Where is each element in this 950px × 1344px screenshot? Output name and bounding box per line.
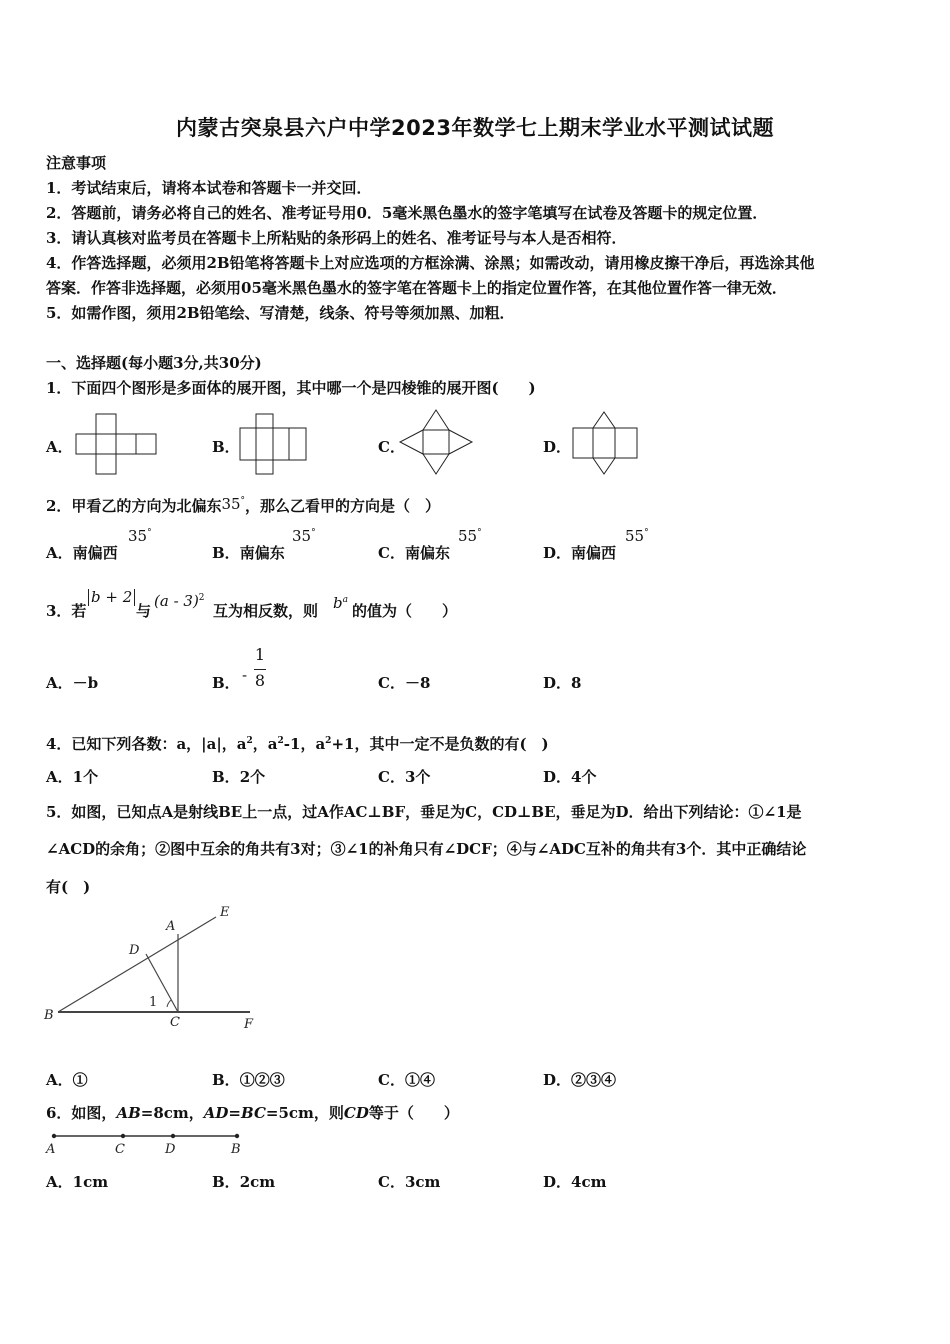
q2-option-d-angle xyxy=(625,527,649,545)
point-label-a: A xyxy=(166,919,176,934)
q3-abs-expression: b + 2 xyxy=(88,589,135,606)
q6-option-b xyxy=(212,1171,275,1192)
q6-option-d xyxy=(543,1171,606,1192)
notice-item: 3．请认真核对监考员在答题卡上所粘贴的条形码上的姓名、准考证号与本人是否相符． xyxy=(46,229,627,247)
option-label: D． xyxy=(543,544,572,562)
point-a xyxy=(52,1134,56,1138)
point-b xyxy=(235,1134,239,1138)
question-2-stem xyxy=(46,495,440,516)
q5-option-d xyxy=(543,1069,616,1090)
point-label-c: C xyxy=(115,1142,125,1157)
stem-text: =8cm， xyxy=(140,1104,204,1122)
option-text: 1cm xyxy=(72,1173,109,1191)
notice-item: 答案．作答非选择题，必须用05毫米黑色墨水的签字笔在答题卡上的指定位置作答，在其他位置作答一律无效． xyxy=(46,279,787,297)
option-label: C． xyxy=(378,768,405,786)
angle-value: 55 xyxy=(458,527,478,545)
option-label: B． xyxy=(212,544,240,562)
q2-option-a-angle xyxy=(128,527,152,545)
option-text: －8 xyxy=(404,674,431,692)
q3-option-d xyxy=(543,672,581,693)
stem-text: =5cm，则 xyxy=(265,1104,344,1122)
option-label: A． xyxy=(46,768,73,786)
q4-option-b xyxy=(212,766,265,787)
pyramid-net-figure xyxy=(398,408,474,476)
q3-square-expression xyxy=(154,592,205,610)
q3-option-b-label: B． xyxy=(212,674,240,692)
q6-option-a xyxy=(46,1171,108,1192)
fraction-numerator: 1 xyxy=(254,645,266,664)
option-text: 1个 xyxy=(72,768,99,786)
option-label: D． xyxy=(543,1071,572,1089)
point-label-a: A xyxy=(46,1142,56,1157)
option-label: D． xyxy=(543,1173,572,1191)
degree-sign: ° xyxy=(311,528,316,538)
q4-option-c xyxy=(378,766,430,787)
q3-option-b-sign: - xyxy=(242,666,248,684)
power-base: b xyxy=(333,594,343,612)
q5-geometry-figure xyxy=(40,898,270,1038)
exponent: 2 xyxy=(325,736,332,746)
option-label: C． xyxy=(378,1173,405,1191)
power-exponent: a xyxy=(342,595,348,605)
angle-value: 35 xyxy=(128,527,148,545)
question-4-stem xyxy=(46,733,549,754)
cube-net-cross-figure xyxy=(74,412,158,476)
point-label-b: B xyxy=(44,1008,54,1023)
q2-option-d xyxy=(543,542,616,563)
option-label: B． xyxy=(212,1071,240,1089)
segment-ab: AB xyxy=(116,1104,141,1122)
q2-option-c-angle xyxy=(458,527,482,545)
notice-item: 5．如需作图，须用2B铅笔绘、写清楚，线条、符号等须加黑、加粗． xyxy=(46,304,515,322)
option-text: 南偏东 xyxy=(239,544,285,562)
q3-power xyxy=(333,594,348,612)
stem-text: +1，其中一定不是负数的有( ) xyxy=(331,735,549,753)
page-title: 内蒙古突泉县六户中学2023年数学七上期末学业水平测试试题 xyxy=(176,116,774,140)
angle-value: 55 xyxy=(625,527,645,545)
point-label-c: C xyxy=(170,1015,180,1030)
point-label-f: F xyxy=(244,1017,254,1032)
option-label: B． xyxy=(212,1173,240,1191)
option-label: C． xyxy=(378,544,405,562)
notice-item: 1．考试结束后，请将本试卷和答题卡一并交回． xyxy=(46,179,372,197)
point-label-e: E xyxy=(220,905,230,920)
triangular-prism-net-figure xyxy=(571,410,639,476)
notice-heading: 注意事项 xyxy=(46,154,107,172)
q6-segment-figure xyxy=(40,1128,250,1162)
angle-label-1: 1 xyxy=(149,995,158,1010)
option-label: A． xyxy=(46,1173,73,1191)
option-text: －b xyxy=(72,674,99,692)
option-text: ②③④ xyxy=(571,1071,617,1089)
q2-option-c xyxy=(378,542,450,563)
q2-angle-value: 35 xyxy=(221,495,241,513)
segment-cd: CD xyxy=(343,1104,369,1122)
notice-item: 4．作答选择题，必须用2B铅笔将答题卡上对应选项的方框涂满、涂黑；如需改动，请用橡皮擦干净后，再选涂其他 xyxy=(46,254,815,272)
q3-prefix: 3．若 xyxy=(46,602,87,620)
point-label-d: D xyxy=(165,1142,176,1157)
option-label: B． xyxy=(212,768,240,786)
option-text: 南偏东 xyxy=(404,544,450,562)
q2-option-b xyxy=(212,542,285,563)
angle-value: 35 xyxy=(292,527,312,545)
section-heading: 一、选择题(每小题3分,共30分) xyxy=(46,354,262,372)
option-text: 3cm xyxy=(404,1173,441,1191)
question-5-stem-line: ∠ACD的余角；②图中互余的角共有3对；③∠1的补角只有∠DCF；④与∠ADC互补的角共有3个．其中正确结论 xyxy=(46,840,807,858)
option-text: ①②③ xyxy=(239,1071,285,1089)
q3-option-c xyxy=(378,672,430,693)
point-label-d: D xyxy=(129,943,140,958)
q3-suffix: 互为相反数，则 xyxy=(213,602,319,620)
option-text: ①④ xyxy=(404,1071,435,1089)
stem-text: 6．如图， xyxy=(46,1104,117,1122)
degree-sign: ° xyxy=(147,528,152,538)
q3-option-a xyxy=(46,672,98,693)
q1-option-a-label: A． xyxy=(46,438,73,456)
point-d xyxy=(171,1134,175,1138)
stem-text: ，a xyxy=(252,735,278,753)
notice-item: 2．答题前，请务必将自己的姓名、准考证号用0．5毫米黑色墨水的签字笔填写在试卷及答题卡的规定位置． xyxy=(46,204,768,222)
q2-stem-end: ，那么乙看甲的方向是（ ） xyxy=(245,497,441,515)
option-text: 3个 xyxy=(404,768,431,786)
q4-option-a xyxy=(46,766,98,787)
option-text: 4个 xyxy=(571,768,597,786)
point-c xyxy=(121,1134,125,1138)
stem-text: -1，a xyxy=(283,735,326,753)
question-5-stem-line: 5．如图，已知点A是射线BE上一点，过A作AC⊥BF，垂足为C，CD⊥BE，垂足为D．给出下列结论：①∠1是 xyxy=(46,803,802,821)
q1-option-c-label: C． xyxy=(378,438,405,456)
square-base: (a - 3) xyxy=(154,592,199,610)
q3-end: 的值为（ ） xyxy=(352,602,458,620)
question-6-stem xyxy=(46,1102,459,1123)
question-5-stem-line: 有( ) xyxy=(46,878,91,896)
q2-option-a xyxy=(46,542,118,563)
fraction-denominator: 8 xyxy=(254,671,266,690)
option-label: C． xyxy=(378,1071,405,1089)
prism-net-figure xyxy=(238,412,310,476)
exponent: 2 xyxy=(277,736,284,746)
degree-sign: ° xyxy=(644,528,649,538)
q2-stem-text: 2．甲看乙的方向为北偏东 xyxy=(46,497,222,515)
question-1-stem: 1．下面四个图形是多面体的展开图，其中哪一个是四棱锥的展开图( ) xyxy=(46,379,536,397)
q1-option-d-label: D． xyxy=(543,438,572,456)
option-text: 4cm xyxy=(571,1173,607,1191)
q6-option-c xyxy=(378,1171,440,1192)
q3-mid: 与 xyxy=(136,602,152,620)
option-text: 南偏西 xyxy=(571,544,617,562)
fraction-bar xyxy=(254,669,266,670)
degree-sign: ° xyxy=(477,528,482,538)
option-label: A． xyxy=(46,1071,73,1089)
q1-option-b-label: B． xyxy=(212,438,240,456)
q2-option-b-angle xyxy=(292,527,316,545)
stem-text: 4．已知下列各数：a，|a|，a xyxy=(46,735,247,753)
square-exponent: 2 xyxy=(198,593,205,603)
point-label-b: B xyxy=(231,1142,241,1157)
q5-option-b xyxy=(212,1069,285,1090)
option-text: 2个 xyxy=(239,768,266,786)
option-text: 8 xyxy=(571,674,582,692)
option-label: C． xyxy=(378,674,405,692)
q2-angle xyxy=(221,495,245,513)
q5-option-a xyxy=(46,1069,88,1090)
option-label: D． xyxy=(543,768,572,786)
exponent: 2 xyxy=(246,736,253,746)
stem-text: 等于（ ） xyxy=(368,1104,459,1122)
segment-ad-bc: AD=BC xyxy=(203,1104,266,1122)
q4-option-d xyxy=(543,766,596,787)
option-text: 2cm xyxy=(239,1173,276,1191)
option-text: 南偏西 xyxy=(72,544,118,562)
option-label: A． xyxy=(46,674,73,692)
option-text: ① xyxy=(72,1071,88,1089)
degree-sign: ° xyxy=(240,496,246,506)
q5-option-c xyxy=(378,1069,435,1090)
option-label: D． xyxy=(543,674,572,692)
option-label: A． xyxy=(46,544,73,562)
